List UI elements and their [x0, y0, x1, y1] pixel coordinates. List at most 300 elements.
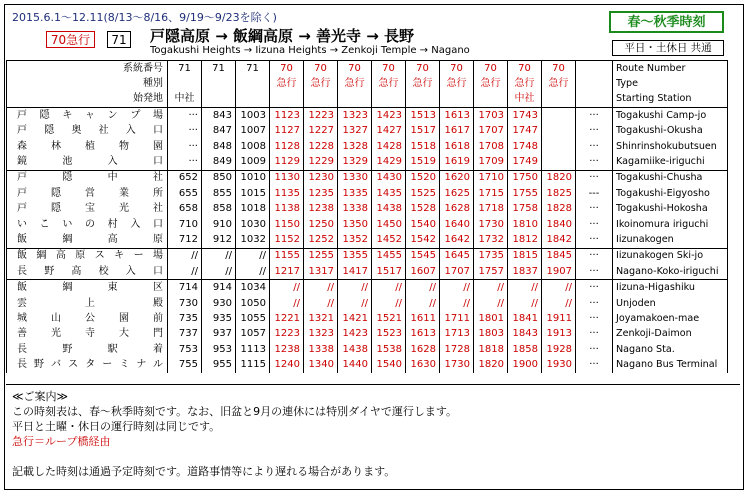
departure-time: //	[236, 248, 270, 264]
departure-time: 1519	[406, 154, 440, 170]
stop-marker: ···	[576, 139, 613, 154]
header-cell	[236, 92, 270, 108]
departure-time: 1707	[440, 264, 474, 280]
departure-time: 1430	[372, 170, 406, 186]
departure-time: 735	[168, 311, 202, 326]
stop-row	[7, 202, 728, 217]
departure-time: 1330	[338, 170, 372, 186]
departure-time: 1542	[406, 232, 440, 248]
departure-time: 714	[168, 280, 202, 296]
departure-time: //	[270, 296, 304, 311]
stop-row	[7, 280, 728, 296]
departure-time: 1645	[440, 248, 474, 264]
departure-time: 1240	[270, 357, 304, 372]
header-dash	[576, 76, 613, 91]
departure-time: 1328	[338, 139, 372, 154]
departure-time: 1837	[508, 264, 542, 280]
departure-time: //	[474, 280, 508, 296]
stop-name-jp: 戸隠奥社入口	[7, 124, 168, 139]
departure-time: //	[406, 296, 440, 311]
departure-time: 655	[168, 186, 202, 201]
header-cell: 70	[542, 61, 576, 77]
departure-time: 1135	[270, 186, 304, 201]
header-cell: 70	[270, 61, 304, 77]
stop-name-jp: 雲上殿	[7, 296, 168, 311]
departure-time: 1820	[474, 357, 508, 372]
header-row-type	[7, 76, 728, 91]
departure-time: 1618	[440, 139, 474, 154]
departure-time: 858	[202, 202, 236, 217]
departure-time: 1113	[236, 342, 270, 357]
departure-time: 1617	[440, 124, 474, 139]
departure-time: 1812	[508, 232, 542, 248]
departure-time: 1438	[372, 202, 406, 217]
header-cell	[168, 76, 202, 91]
departure-time: 935	[202, 311, 236, 326]
header-cell: 急行	[474, 76, 508, 91]
header-cell	[406, 92, 440, 108]
departure-time: //	[542, 280, 576, 296]
departure-time: 1034	[236, 280, 270, 296]
departure-time: 1115	[236, 357, 270, 372]
departure-time: 1545	[406, 248, 440, 264]
departure-time: 1421	[338, 311, 372, 326]
header-cell	[474, 92, 508, 108]
departure-time: 1227	[304, 124, 338, 139]
stop-name-en: Iizunakogen Ski-jo	[613, 248, 728, 264]
departure-time: 1757	[474, 264, 508, 280]
departure-time: 1840	[542, 217, 576, 232]
departure-time: 1009	[236, 154, 270, 170]
stop-name-en: Togakushi-Eigyosho	[613, 186, 728, 201]
express-route-badge: 70急行	[46, 31, 95, 48]
departure-time: //	[304, 296, 338, 311]
departure-time: 1252	[304, 232, 338, 248]
departure-time	[542, 124, 576, 139]
departure-time: 847	[202, 124, 236, 139]
stop-name-jp: 長野高校入口	[7, 264, 168, 280]
departure-time: 1123	[270, 108, 304, 124]
header-cell: 急行	[508, 76, 542, 91]
stop-marker: ···	[576, 296, 613, 311]
header-label-en: Type	[613, 76, 728, 91]
departure-time: 1007	[236, 124, 270, 139]
departure-time: 1730	[474, 217, 508, 232]
header-cell: 中社	[508, 92, 542, 108]
departure-time: 1747	[508, 124, 542, 139]
stop-name-en: Unjoden	[613, 296, 728, 311]
stop-name-en: Joyamakoen-mae	[613, 311, 728, 326]
departure-time: 953	[202, 342, 236, 357]
departure-time: 1815	[508, 248, 542, 264]
departure-time: 1230	[304, 170, 338, 186]
departure-time: 930	[202, 296, 236, 311]
departure-time: 1518	[406, 139, 440, 154]
departure-time: 1329	[338, 154, 372, 170]
departure-time: 1728	[440, 342, 474, 357]
departure-time: 1057	[236, 327, 270, 342]
departure-time: 1841	[508, 311, 542, 326]
stop-name-jp: 城山公園前	[7, 311, 168, 326]
departure-time: 1613	[440, 108, 474, 124]
header-cell: 急行	[270, 76, 304, 91]
departure-time: 1749	[508, 154, 542, 170]
express-note: 急行＝ループ橋経由	[12, 435, 111, 448]
departure-time: 753	[168, 342, 202, 357]
departure-time: //	[542, 296, 576, 311]
stop-marker: ···	[576, 217, 613, 232]
departure-time: 843	[202, 108, 236, 124]
departure-time: 850	[202, 170, 236, 186]
departure-time: 730	[168, 296, 202, 311]
stop-name-en: Nagano Bus Terminal	[613, 357, 728, 372]
departure-time: 910	[202, 217, 236, 232]
notes-title: ≪ご案内≫	[12, 390, 69, 403]
departure-time: //	[202, 248, 236, 264]
departure-time: 1338	[338, 202, 372, 217]
header-row-route	[7, 61, 728, 77]
departure-time: 1138	[270, 202, 304, 217]
departure-time: 1801	[474, 311, 508, 326]
departure-time: 1229	[304, 154, 338, 170]
departure-time: 1228	[304, 139, 338, 154]
stop-name-en: Togakushi Camp-jo	[613, 108, 728, 124]
header-cell: 急行	[406, 76, 440, 91]
departure-time: //	[304, 280, 338, 296]
departure-time: 1732	[474, 232, 508, 248]
departure-time: 1703	[474, 108, 508, 124]
stop-name-jp: 飯綱高原スキー場	[7, 248, 168, 264]
stop-name-jp: 戸隠中社	[7, 170, 168, 186]
stop-name-en: Iizuna-Higashiku	[613, 280, 728, 296]
departure-time: 1820	[542, 170, 576, 186]
stop-row	[7, 342, 728, 357]
header-cell: 急行	[440, 76, 474, 91]
header-cell: 急行	[338, 76, 372, 91]
departure-time: //	[236, 264, 270, 280]
departure-time: 1900	[508, 357, 542, 372]
departure-time: 937	[202, 327, 236, 342]
stop-name-en: Togakushi-Chusha	[613, 170, 728, 186]
departure-time: 1707	[474, 124, 508, 139]
departure-time: 1428	[372, 139, 406, 154]
notes-line: この時刻表は、春〜秋季時刻です。なお、旧盆と9月の連休には特別ダイヤで運行します。	[12, 405, 458, 418]
departure-time: 1513	[406, 108, 440, 124]
stop-marker: ···	[576, 342, 613, 357]
stop-row	[7, 170, 728, 186]
departure-time: 652	[168, 170, 202, 186]
departure-time: 1150	[270, 217, 304, 232]
departure-time: 1015	[236, 186, 270, 201]
departure-time: 1828	[542, 202, 576, 217]
stop-name-en: Nagano Sta.	[613, 342, 728, 357]
departure-time: 1127	[270, 124, 304, 139]
departure-time: //	[202, 264, 236, 280]
season-label: 春〜秋季時刻	[609, 11, 724, 33]
departure-time: 1619	[440, 154, 474, 170]
route-number-badge: 71	[107, 31, 131, 48]
departure-time: 1748	[508, 139, 542, 154]
header-cell	[440, 92, 474, 108]
departure-time: //	[440, 296, 474, 311]
stop-row	[7, 186, 728, 201]
departure-time: 955	[202, 357, 236, 372]
departure-time: 1350	[338, 217, 372, 232]
departure-time: 1317	[304, 264, 338, 280]
departure-time: 1845	[542, 248, 576, 264]
notes-line: 記載した時刻は通過予定時刻です。道路事情等により遅れる場合があります。	[12, 465, 396, 478]
service-period: 2015.6.1〜12.11(8/13〜8/16、9/19〜9/23を除く)	[12, 11, 277, 24]
header-dash	[576, 61, 613, 77]
header-cell: 中社	[168, 92, 202, 108]
header-cell: 70	[474, 61, 508, 77]
departure-time: //	[372, 296, 406, 311]
departure-time	[542, 108, 576, 124]
stop-name-en: Zenkoji-Daimon	[613, 327, 728, 342]
departure-time: //	[338, 296, 372, 311]
departure-time: ···	[168, 124, 202, 139]
stop-row	[7, 139, 728, 154]
departure-time: 1223	[270, 327, 304, 342]
operating-days-label: 平日・土休日 共通	[612, 40, 724, 56]
departure-time: 848	[202, 139, 236, 154]
departure-time: ···	[168, 108, 202, 124]
stop-name-jp: 鏡池入口	[7, 154, 168, 170]
departure-time	[542, 154, 576, 170]
departure-time: 1710	[474, 170, 508, 186]
departure-time: 1238	[304, 202, 338, 217]
departure-time	[542, 139, 576, 154]
departure-time: 1718	[474, 202, 508, 217]
departure-time: 1708	[474, 139, 508, 154]
route-title-en: Togakushi Heights → Iizuna Heights → Zenkoji Temple → Nagano	[150, 45, 470, 56]
departure-time: 1642	[440, 232, 474, 248]
header-cell	[236, 76, 270, 91]
departure-time: 1818	[474, 342, 508, 357]
header-cell	[270, 92, 304, 108]
stop-marker: ···	[576, 154, 613, 170]
notes-line: 平日と土曜・休日の運行時刻は同じです。	[12, 420, 221, 433]
header-label: 種別	[7, 76, 168, 91]
departure-time: 914	[202, 280, 236, 296]
header-cell	[338, 92, 372, 108]
departure-time: 1628	[406, 342, 440, 357]
departure-time: 1055	[236, 311, 270, 326]
stop-row	[7, 311, 728, 326]
departure-time: //	[338, 280, 372, 296]
departure-time: 1640	[440, 217, 474, 232]
departure-time: 1321	[304, 311, 338, 326]
stop-row	[7, 217, 728, 232]
header-cell: 70	[304, 61, 338, 77]
notes-box	[6, 384, 740, 489]
departure-time: 1628	[440, 202, 474, 217]
departure-time: ···	[168, 154, 202, 170]
departure-time: //	[474, 296, 508, 311]
departure-time: 1018	[236, 202, 270, 217]
stop-marker: ---	[576, 186, 613, 201]
departure-time: //	[508, 296, 542, 311]
departure-time: 1517	[406, 124, 440, 139]
departure-time: 1758	[508, 202, 542, 217]
stop-name-en: Nagano-Koko-iriguchi	[613, 264, 728, 280]
stop-marker: ···	[576, 232, 613, 248]
departure-time: 912	[202, 232, 236, 248]
header-cell: 70	[372, 61, 406, 77]
header-cell	[372, 92, 406, 108]
stop-name-jp: 長野バスターミナル	[7, 357, 168, 372]
departure-time: 737	[168, 327, 202, 342]
departure-time: 1711	[440, 311, 474, 326]
stop-name-en: Iizunakogen	[613, 232, 728, 248]
stop-marker: ···	[576, 248, 613, 264]
departure-time: 1528	[406, 202, 440, 217]
departure-time: 1843	[508, 327, 542, 342]
departure-time: 1907	[542, 264, 576, 280]
stop-marker: ···	[576, 357, 613, 372]
header-cell	[202, 92, 236, 108]
departure-time: 1538	[372, 342, 406, 357]
departure-time: 1858	[508, 342, 542, 357]
header-dash	[576, 92, 613, 108]
stop-name-jp: 戸隠営業所	[7, 186, 168, 201]
departure-time: 1235	[304, 186, 338, 201]
stop-marker: ···	[576, 124, 613, 139]
departure-time: //	[168, 264, 202, 280]
departure-time: 1521	[372, 311, 406, 326]
stop-name-jp: 戸隠キャンプ場	[7, 108, 168, 124]
departure-time: 1713	[440, 327, 474, 342]
departure-time: 1523	[372, 327, 406, 342]
stop-name-en: Togakushi-Okusha	[613, 124, 728, 139]
stop-name-jp: 飯綱高原	[7, 232, 168, 248]
departure-time: 1128	[270, 139, 304, 154]
header-cell: 70	[440, 61, 474, 77]
departure-time: //	[270, 280, 304, 296]
departure-time: 1715	[474, 186, 508, 201]
departure-time: 755	[168, 357, 202, 372]
departure-time: 1429	[372, 154, 406, 170]
departure-time: 1032	[236, 232, 270, 248]
departure-time: 1455	[372, 248, 406, 264]
departure-time: 1030	[236, 217, 270, 232]
departure-time: 1221	[270, 311, 304, 326]
stop-name-jp: 飯綱東区	[7, 280, 168, 296]
departure-time: 1450	[372, 217, 406, 232]
departure-time: 1327	[338, 124, 372, 139]
departure-time: 1250	[304, 217, 338, 232]
stop-row	[7, 327, 728, 342]
departure-time: ···	[168, 139, 202, 154]
departure-time: 1223	[304, 108, 338, 124]
stop-marker: ···	[576, 264, 613, 280]
departure-time: 1520	[406, 170, 440, 186]
header-cell	[202, 76, 236, 91]
departure-time: 1930	[542, 357, 576, 372]
departure-time: 1842	[542, 232, 576, 248]
timetable-grid	[6, 60, 728, 373]
departure-time: 1435	[372, 186, 406, 201]
departure-time: 1755	[508, 186, 542, 201]
header-cell: 70	[406, 61, 440, 77]
header-cell: 71	[202, 61, 236, 77]
departure-time: 1155	[270, 248, 304, 264]
header-cell	[542, 92, 576, 108]
departure-time: 1613	[406, 327, 440, 342]
stop-marker: ···	[576, 280, 613, 296]
departure-time: 658	[168, 202, 202, 217]
departure-time: 1913	[542, 327, 576, 342]
stop-row	[7, 248, 728, 264]
stop-row	[7, 264, 728, 280]
departure-time: 1130	[270, 170, 304, 186]
stop-row	[7, 232, 728, 248]
departure-time: 1525	[406, 186, 440, 201]
departure-time: 1517	[372, 264, 406, 280]
departure-time: 1911	[542, 311, 576, 326]
departure-time: 1427	[372, 124, 406, 139]
departure-time: //	[406, 280, 440, 296]
departure-time: 1928	[542, 342, 576, 357]
header-row-origin	[7, 92, 728, 108]
header-label-en: Starting Station	[613, 92, 728, 108]
stop-marker: ···	[576, 311, 613, 326]
stop-row	[7, 108, 728, 124]
departure-time: 1129	[270, 154, 304, 170]
header-cell	[304, 92, 338, 108]
departure-time: 1709	[474, 154, 508, 170]
departure-time: 1352	[338, 232, 372, 248]
departure-time: 1338	[304, 342, 338, 357]
departure-time: 849	[202, 154, 236, 170]
header-cell: 70	[338, 61, 372, 77]
header-cell: 71	[168, 61, 202, 77]
departure-time: 1217	[270, 264, 304, 280]
header-label: 始発地	[7, 92, 168, 108]
departure-time: 1803	[474, 327, 508, 342]
departure-time: 712	[168, 232, 202, 248]
stop-row	[7, 296, 728, 311]
departure-time: 1730	[440, 357, 474, 372]
stop-name-jp: 長野駅着	[7, 342, 168, 357]
header-cell: 急行	[304, 76, 338, 91]
departure-time: 1152	[270, 232, 304, 248]
departure-time: 1452	[372, 232, 406, 248]
departure-time: 1540	[406, 217, 440, 232]
departure-time: 1340	[304, 357, 338, 372]
stop-marker: ···	[576, 327, 613, 342]
departure-time: 710	[168, 217, 202, 232]
departure-time: 1238	[270, 342, 304, 357]
departure-time: 1611	[406, 311, 440, 326]
stop-name-jp: 森林植物園	[7, 139, 168, 154]
header-cell: 急行	[542, 76, 576, 91]
departure-time: 1810	[508, 217, 542, 232]
stop-row	[7, 357, 728, 372]
departure-time: 1440	[338, 357, 372, 372]
departure-time: //	[372, 280, 406, 296]
departure-time: 1008	[236, 139, 270, 154]
stop-name-jp: いこいの村入口	[7, 217, 168, 232]
departure-time: 1050	[236, 296, 270, 311]
stop-name-jp: 善光寺大門	[7, 327, 168, 342]
departure-time: 1630	[406, 357, 440, 372]
stop-row	[7, 124, 728, 139]
stop-marker: ···	[576, 202, 613, 217]
departure-time: 1735	[474, 248, 508, 264]
stop-row	[7, 154, 728, 170]
departure-time: 1540	[372, 357, 406, 372]
